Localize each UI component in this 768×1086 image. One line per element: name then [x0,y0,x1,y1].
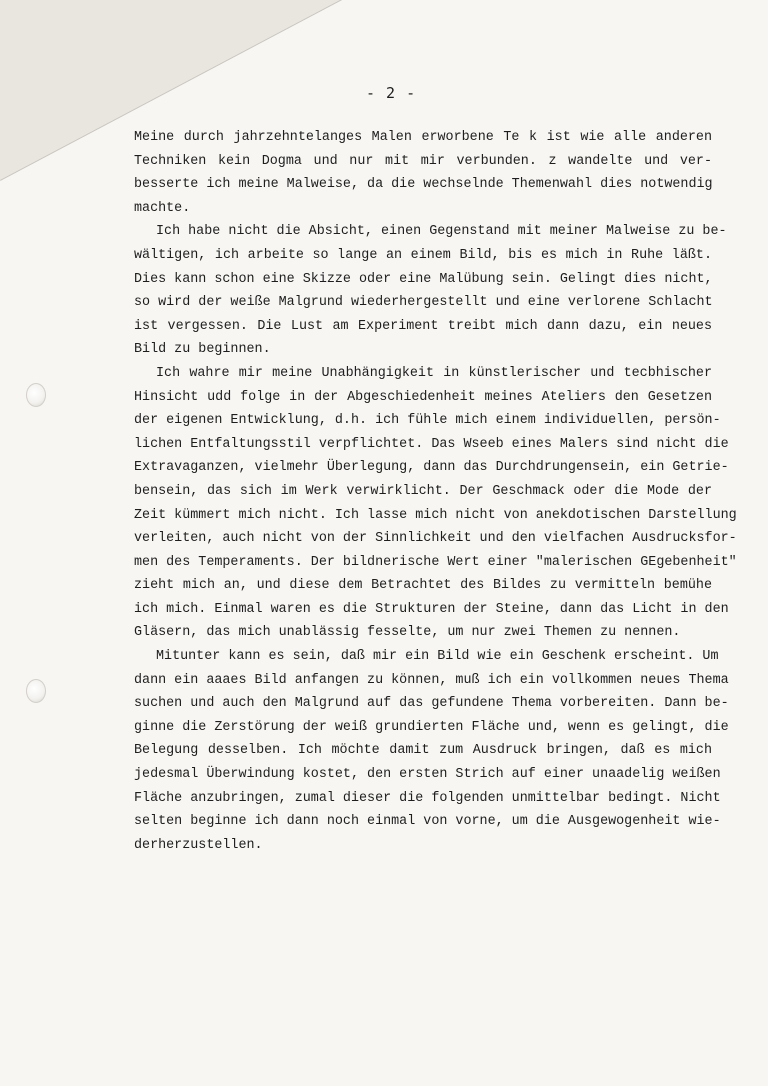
text-line: ich mich. Einmal waren es die Strukturen der Steine, dann das Licht in den [134,601,729,617]
text-line: Belegung desselben. Ich möchte damit zum Ausdruck bringen, daß es mich [134,743,712,759]
page-number: - 2 - [366,84,417,102]
text-line: jedesmal Überwindung kostet, den ersten Strich auf einer unaadelig weißen [134,767,721,783]
text-line: Bild zu beginnen. [134,342,271,358]
text-line: machte. [134,200,191,216]
text-line: derherzustellen. [134,837,263,853]
punch-hole-top [26,383,46,407]
text-line: ist vergessen. Die Lust am Experiment treibt mich dann dazu, ein neues [134,318,712,334]
text-line: suchen und auch den Malgrund auf das gefundene Thema vorbereiten. Dann be- [134,696,729,712]
punch-hole-bottom [26,679,46,703]
text-line: besserte ich meine Malweise, da die wechselnde Themenwahl dies notwendig [134,177,713,193]
text-line: Techniken kein Dogma und nur mit mir verbunden. z wandelte und ver- [134,153,712,169]
paragraph [134,220,727,362]
text-line: bensein, das sich im Werk verwirklicht. Der Geschmack oder die Mode der [134,483,712,499]
text-line: Ich habe nicht die Absicht, einen Gegenstand mit meiner Malweise zu be- [156,224,727,240]
text-line: men des Temperaments. Der bildnerische Wert einer "malerischen GEgebenheit" [134,554,737,570]
text-line: Gläsern, das mich unablässig fesselte, um nur zwei Themen zu nennen. [134,625,681,641]
text-line: Meine durch jahrzehntelanges Malen erworbene Te k ist wie alle anderen [134,130,712,145]
text-line: so wird der weiße Malgrund wiederhergestellt und eine verlorene Schlacht [134,295,713,311]
paragraph [134,362,737,645]
text-line: verleiten, auch nicht von der Sinnlichkeit und den vielfachen Ausdrucksfor- [134,531,737,547]
text-line: selten beginne ich dann noch einmal von vorne, um die Ausgewogenheit wie- [134,814,721,830]
text-line: ginne die Zerstörung der weiß grundierten Fläche und, wenn es gelingt, die [134,719,729,735]
text-line: Hinsicht udd folge in der Abgeschiedenheit meines Ateliers den Gesetzen [134,389,712,405]
text-line: wältigen, ich arbeite so lange an einem Bild, bis es mich in Ruhe läßt. [134,247,712,263]
text-line: der eigenen Entwicklung, d.h. ich fühle mich einem individuellen, persön- [134,413,721,429]
body-text [134,126,737,857]
text-line: Ich wahre mir meine Unabhängigkeit in künstlerischer und tecbhischer [156,365,712,381]
text-line: Fläche anzubringen, zumal dieser die folgenden unmittelbar bedingt. Nicht [134,790,721,806]
paragraph [134,645,729,857]
text-line: Zeit kümmert mich nicht. Ich lasse mich nicht von anekdotischen Darstellung [134,507,737,523]
text-line: zieht mich an, und diese dem Betrachtet des Bildes zu vermitteln bemühe [134,578,712,594]
text-line: Mitunter kann es sein, daß mir ein Bild wie ein Geschenk erscheint. Um [156,649,719,665]
text-line: lichen Entfaltungsstil verpflichtet. Das Wseeb eines Malers sind nicht die [134,436,729,452]
text-line: Extravaganzen, vielmehr Überlegung, dann das Durchdrungensein, ein Getrie- [134,460,729,476]
paragraph [134,126,712,220]
text-line: Dies kann schon eine Skizze oder eine Malübung sein. Gelingt dies nicht, [134,271,713,287]
text-line: dann ein aaaes Bild anfangen zu können, muß ich ein vollkommen neues Thema [134,672,729,688]
